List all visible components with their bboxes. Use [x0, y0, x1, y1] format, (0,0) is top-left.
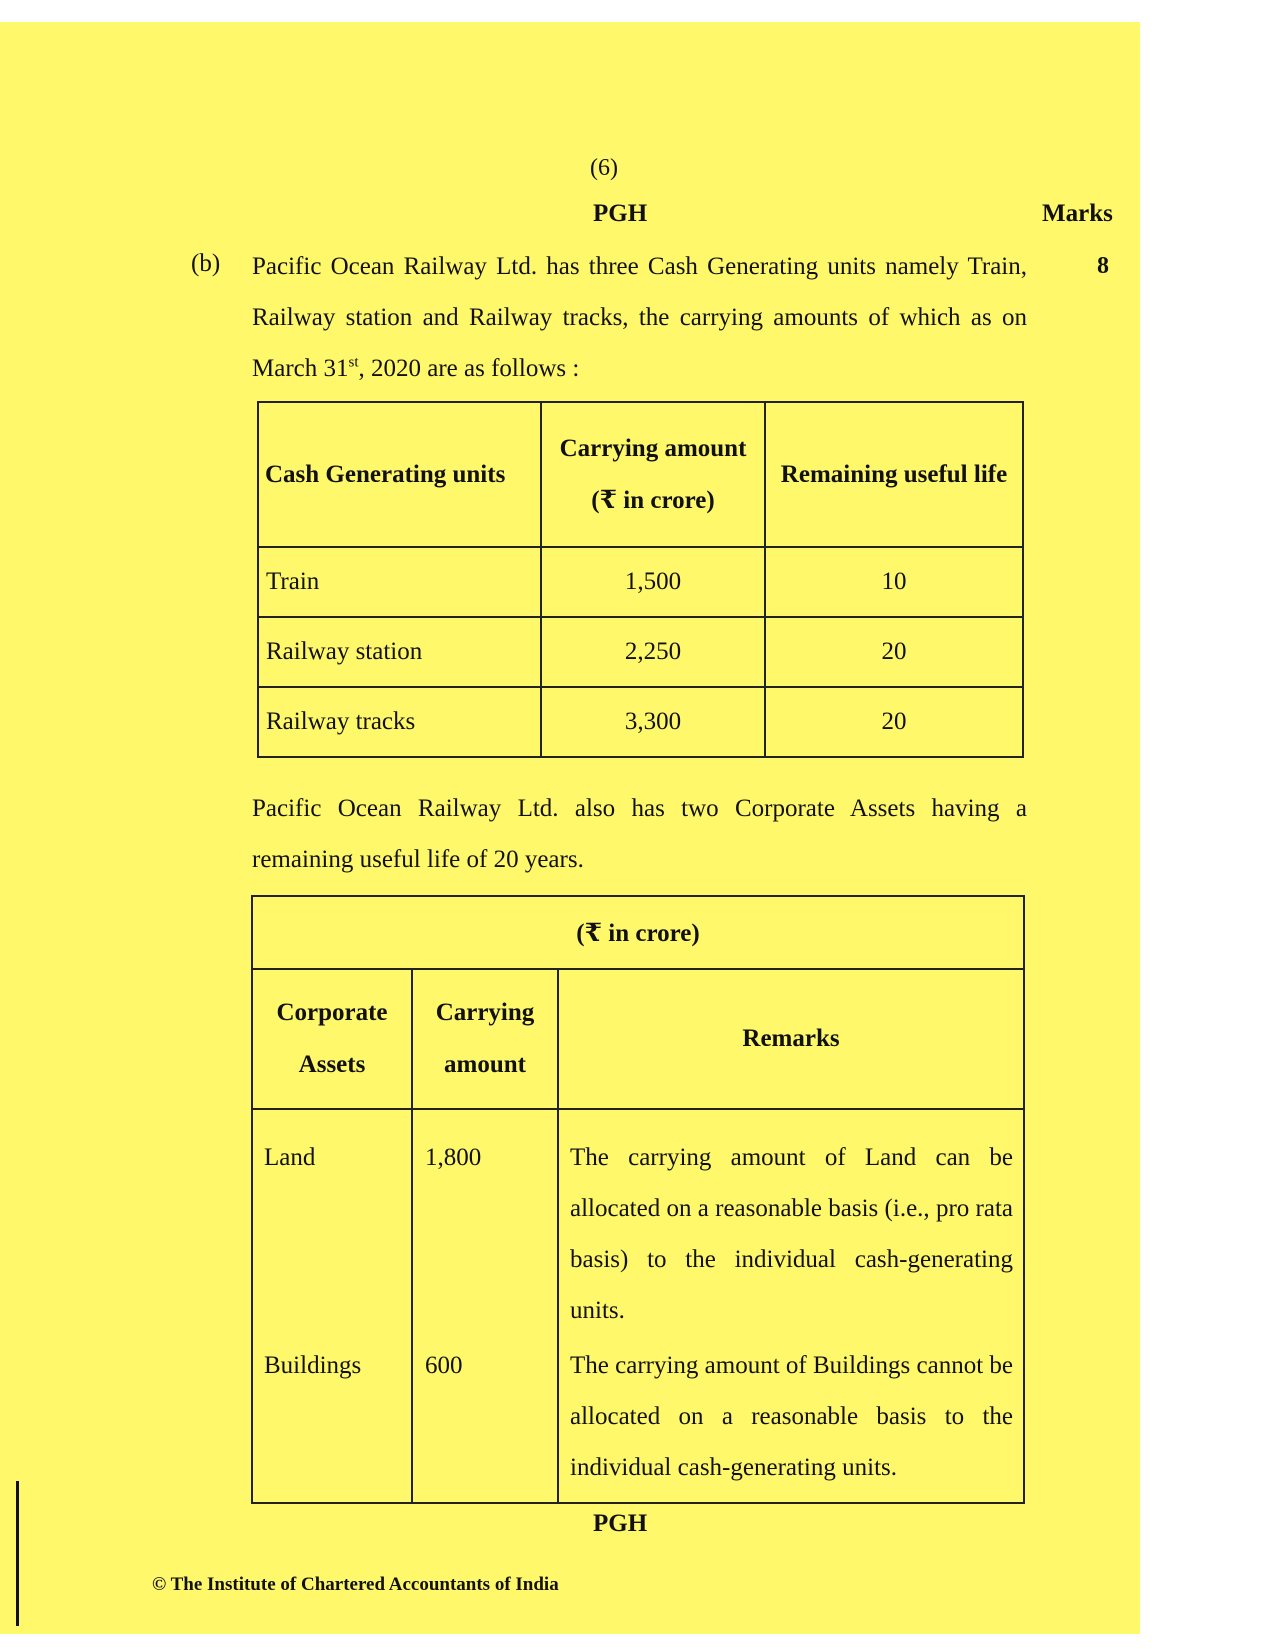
corporate-header-asset-line2: Assets	[298, 1051, 366, 1078]
corporate-header-amount	[412, 969, 558, 1109]
question-intro	[252, 241, 1027, 394]
cgu-life: 20	[765, 687, 1023, 757]
table-row	[258, 687, 1023, 757]
cgu-amount: 3,300	[541, 687, 765, 757]
corporate-remarks: The carrying amount of Land can be allocated on a reasonable basis (i.e., pro rata basis) to the individual cash-generating units.	[558, 1109, 1024, 1336]
cgu-unit: Railway tracks	[258, 687, 541, 757]
cgu-unit: Train	[258, 547, 541, 617]
intro-tail: , 2020 are as follows :	[358, 355, 580, 382]
corporate-unit-caption: (₹ in crore)	[252, 896, 1024, 969]
cgu-header-life: Remaining useful life	[765, 402, 1023, 547]
cgu-life: 20	[765, 617, 1023, 687]
paper-sheet-edge	[1088, 330, 1140, 1560]
corporate-header-amount-line1: Carrying	[435, 999, 535, 1026]
page-number: (6)	[590, 155, 618, 181]
cgu-header-row	[258, 402, 1023, 547]
corporate-header-amount-line2: amount	[444, 1051, 526, 1078]
intro-text: Pacific Ocean Railway Ltd. has three Cash Generating units namely Train, Railway station and Railway tracks, the carrying amounts of which as on March 31	[252, 253, 1027, 382]
corporate-asset: Buildings	[252, 1336, 412, 1503]
copyright-notice: © The Institute of Chartered Accountants of India	[152, 1574, 559, 1595]
header-code: PGH	[593, 200, 648, 227]
table-row	[258, 617, 1023, 687]
corporate-unit-row	[252, 896, 1024, 969]
table-row	[252, 1336, 1024, 1503]
corporate-assets-intro: Pacific Ocean Railway Ltd. also has two Corporate Assets having a remaining useful life of 20 years.	[252, 795, 1027, 873]
margin-mark	[16, 1481, 19, 1626]
corporate-header-asset	[252, 969, 412, 1109]
table-row	[258, 547, 1023, 617]
marks-label: Marks	[1042, 200, 1113, 227]
corporate-amount: 600	[412, 1336, 558, 1503]
footer-code: PGH	[593, 1510, 648, 1537]
corporate-header-asset-line1: Corporate	[276, 999, 388, 1026]
cgu-amount: 2,250	[541, 617, 765, 687]
corporate-header-row	[252, 969, 1024, 1109]
corporate-header-remarks: Remarks	[558, 969, 1024, 1109]
cgu-header-unit: Cash Generating units	[258, 402, 541, 547]
cgu-life: 10	[765, 547, 1023, 617]
intro-sup: st	[348, 354, 359, 371]
cgu-unit: Railway station	[258, 617, 541, 687]
corporate-amount: 1,800	[412, 1109, 558, 1336]
question-label: (b)	[191, 250, 221, 277]
corporate-assets-table	[251, 895, 1025, 1504]
cgu-header-amount	[541, 402, 765, 547]
marks-value: 8	[1097, 253, 1109, 279]
corporate-asset: Land	[252, 1109, 412, 1336]
table-row	[252, 1109, 1024, 1336]
corporate-remarks: The carrying amount of Buildings cannot be allocated on a reasonable basis to the individual cash-generating units.	[558, 1336, 1024, 1503]
cgu-amount: 1,500	[541, 547, 765, 617]
cgu-table	[257, 401, 1024, 758]
cgu-header-amount-line2: (₹ in crore)	[591, 486, 715, 514]
cgu-header-amount-line1: Carrying amount	[559, 434, 747, 462]
